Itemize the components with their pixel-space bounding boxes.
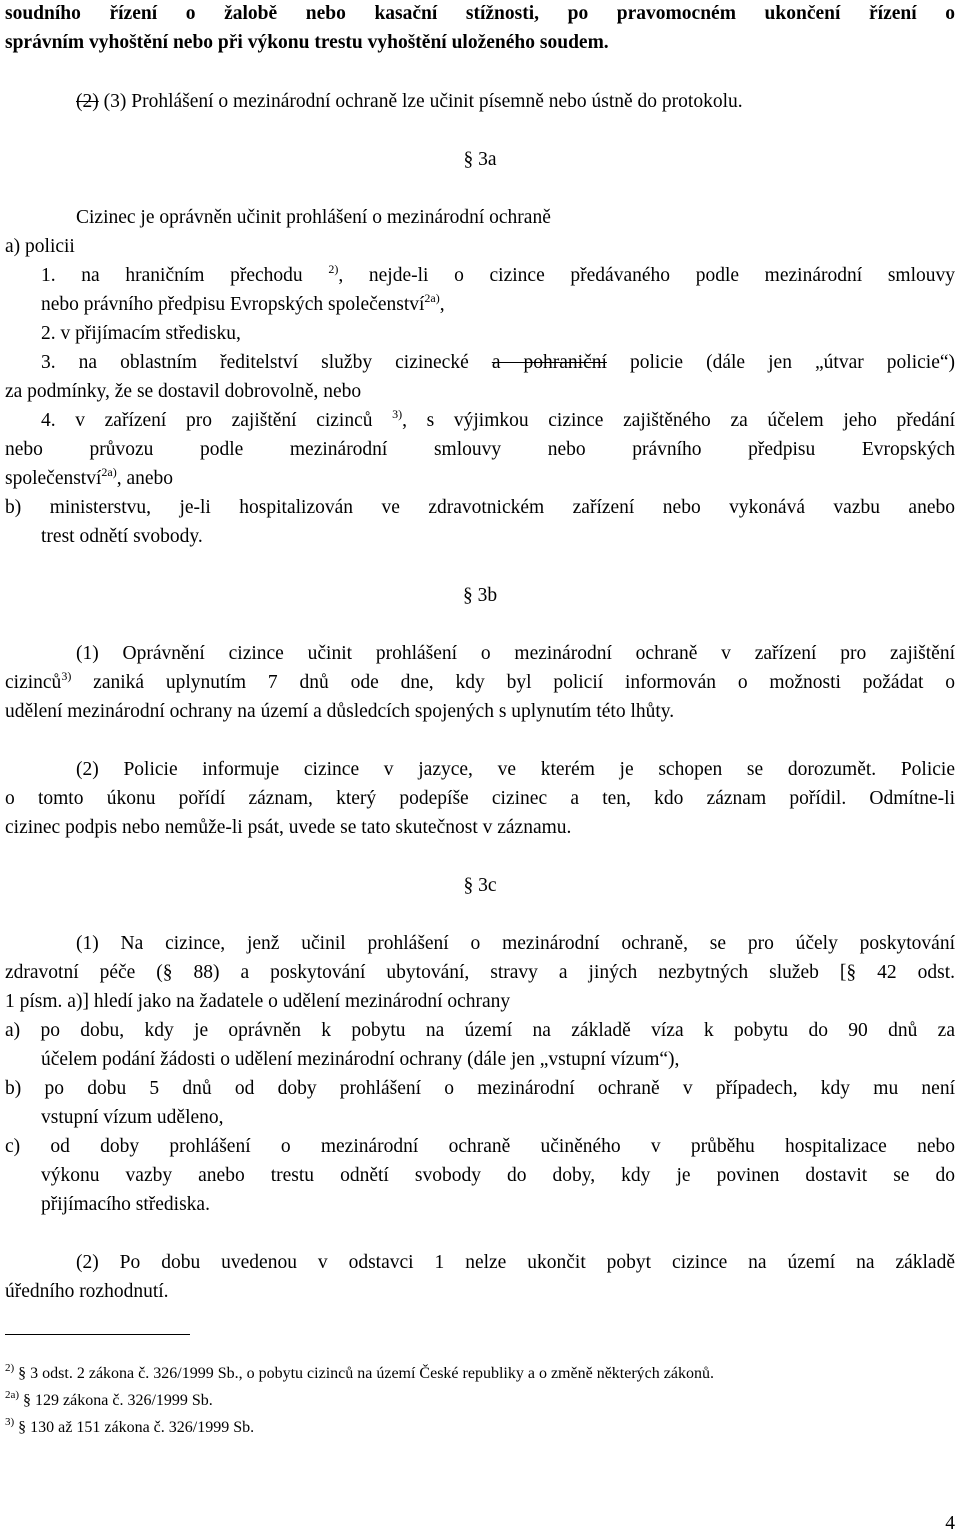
text-line: (2) Po dobu uvedenou v odstavci 1 nelze ukončit pobyt cizince na území na základě [76,1252,955,1273]
section-heading-3a: § 3a [463,149,497,170]
text-line: za podmínky, že se dostavil dobrovolně, nebo [5,381,362,402]
text-line: c) od doby prohlášení o mezinárodní ochraně učiněného v průběhu hospitalizace nebo [5,1136,955,1157]
footnote-separator [5,1334,190,1335]
text-line: o tomto úkonu pořídí záznam, který podepíše cizinec a ten, kdo záznam pořídil. Odmítne-li [5,788,955,809]
text-line: přijímacího střediska. [41,1194,210,1215]
text-line: b) po dobu 5 dnů od doby prohlášení o mezinárodní ochraně v případech, kdy mu není [5,1078,955,1099]
section-heading-3b: § 3b [462,585,498,606]
text-line: cizinec podpis nebo nemůže-li psát, uvede se tato skutečnost v záznamu. [5,817,572,838]
text-line: soudního řízení o žalobě nebo kasační stížnosti, po pravomocném ukončení řízení o [5,3,955,24]
section-heading-3c: § 3c [463,875,497,896]
text-line: a) po dobu, kdy je oprávněn k pobytu na území na základě víza k pobytu do 90 dnů za [5,1020,955,1041]
footnote: $^{3)}$ § 130 až 151 zákona č. 326/1999 Sb. [5,1415,255,1436]
text-line: (1) Na cizince, jenž učinil prohlášení o mezinárodní ochraně, se pro účely poskytování [76,933,955,954]
footnote: $^{2)}$ § 3 odst. 2 zákona č. 326/1999 Sb., o pobytu cizinců na území České republiky a o změně některých zákonů. [5,1361,714,1382]
text-line: (2) Policie informuje cizince v jazyce, ve kterém je schopen se dorozumět. Policie [76,759,955,780]
text-line: 1. na hraničním přechodu $^{2)}$, nejde-li o cizince předávaného podle mezinárodní smlouvy [41,261,955,286]
text-line: správním vyhoštění nebo při výkonu trestu vyhoštění uloženého soudem. [5,32,609,53]
text-line: Cizinec je oprávněn učinit prohlášení o mezinárodní ochraně [76,207,551,228]
footnote: $^{2a)}$ § 129 zákona č. 326/1999 Sb. [5,1388,213,1409]
text-line: udělení mezinárodní ochrany na území a důsledcích spojených s uplynutím této lhůty. [5,701,675,722]
text-line: nebo právního předpisu Evropských společenství$^{2a)}$, [41,290,445,315]
text-line: úředního rozhodnutí. [5,1281,169,1302]
text-line: 1 písm. a)] hledí jako na žadatele o udělení mezinárodní ochrany [5,991,511,1012]
text-line: zdravotní péče (§ 88) a poskytování ubytování, stravy a jiných nezbytných služeb [§ 42 odst. [5,962,955,983]
text-line: účelem podání žádosti o udělení mezinárodní ochrany (dále jen „vstupní vízum“), [41,1049,680,1070]
text-line: 2. v přijímacím středisku, [41,323,241,344]
text-line: výkonu vazby anebo trestu odnětí svobody do doby, kdy je povinen dostavit se do [41,1165,955,1186]
text-line: (1) Oprávnění cizince učinit prohlášení o mezinárodní ochraně v zařízení pro zajištění [76,643,955,664]
text-line: b) ministerstvu, je-li hospitalizován ve zdravotnickém zařízení nebo vykonává vazbu anebo [5,497,955,518]
text-line: vstupní vízum uděleno, [41,1107,224,1128]
text-line: a) policii [5,236,75,257]
text-line: (2) (3) Prohlášení o mezinárodní ochraně lze učinit písemně nebo ústně do protokolu. [76,91,743,112]
text-line: společenství$^{2a)}$, anebo [5,464,174,489]
text-line: cizinců$^{3)}$ zaniká uplynutím 7 dnů ode dne, kdy byl policií informován o možnosti požádat o [5,668,955,693]
page-number: 4 [945,1513,955,1534]
text-line: 3. na oblastním ředitelství služby cizinecké a pohraniční policie (dále jen „útvar policie“) [41,352,956,373]
text-line: 4. v zařízení pro zajištění cizinců $^{3)}$, s výjimkou cizince zajištěného za účelem jeho předání [41,406,955,431]
text-line: trest odnětí svobody. [41,526,203,547]
text-line: nebo průvozu podle mezinárodní smlouvy nebo právního předpisu Evropských [5,439,955,460]
